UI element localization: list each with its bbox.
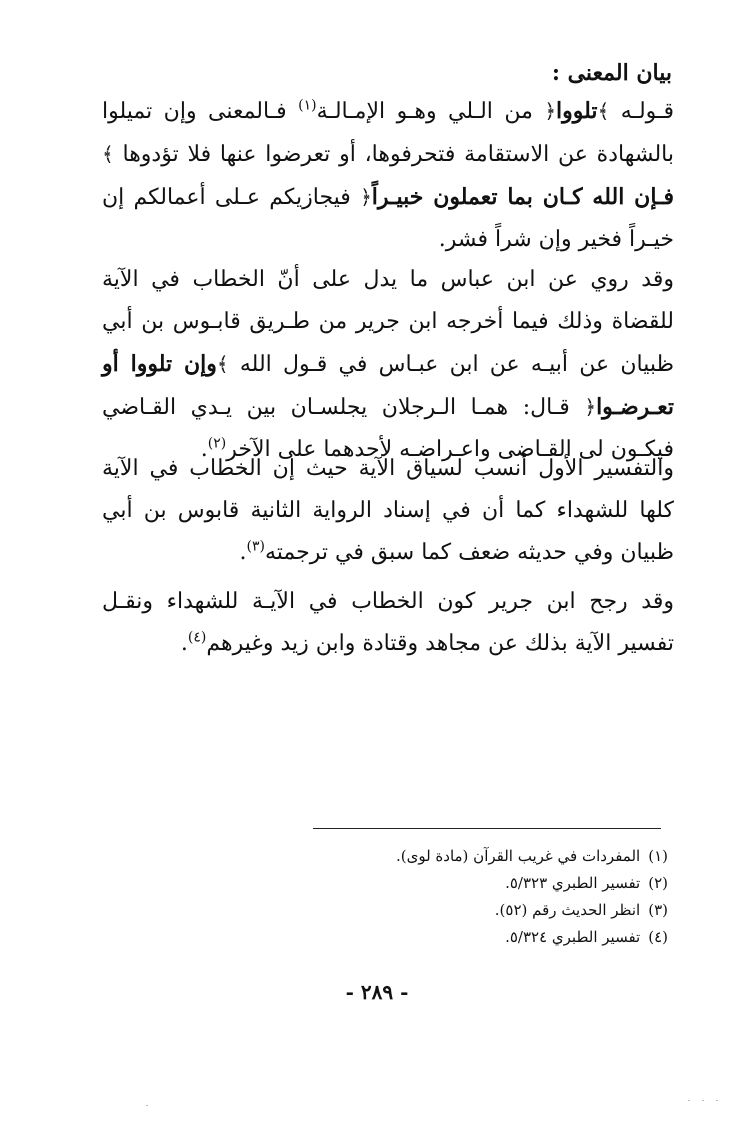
footnote-item: [248, 897, 668, 924]
footnote-divider: [313, 828, 661, 829]
text-run: فـالمعنى وإن تميلوا بالشهادة عن الاستقامة فتحرفوها، أو تعرضوا عنها فلا تؤدوها: [102, 99, 674, 167]
text-run: .: [180, 631, 188, 656]
footnote-ref: (٢): [207, 435, 227, 452]
footnote-item: [248, 924, 668, 951]
ornate-bracket-close: ﴿: [544, 99, 557, 123]
paragraph-first-tafsir: [102, 448, 674, 574]
paragraph-meaning: [102, 90, 674, 261]
footnote-number: (٤): [648, 928, 668, 946]
text-run: .: [239, 540, 247, 565]
ornate-bracket-close: ﴿: [360, 185, 372, 209]
footnote-ref: (٣): [246, 538, 265, 555]
text-run: قـال: همـا الـرجلان يجلسـان بين يـدي القـاضي فيكـون لى القـاضى واعـراضـه لأحدهما على الآخر: [102, 395, 674, 462]
scan-speck: [146, 1105, 148, 1106]
quran-quote: وإن تلووا أو تعـرضـوا: [102, 351, 674, 420]
quran-quote: فـإن الله كـان بما تعملون خبيـراً: [371, 184, 675, 210]
footnote-text: انظر الحديث رقم (٥٢).: [494, 901, 641, 919]
footnote-text: تفسير الطبري ٥/٣٢٣.: [505, 874, 641, 892]
paragraph-ibn-jarir: [102, 581, 674, 665]
section-heading: بيان المعنى :: [551, 60, 672, 86]
page-number: - ٢٨٩ -: [345, 980, 409, 1004]
ornate-bracket-open: ﴾: [216, 352, 229, 376]
paragraph-ibn-abbas: [102, 259, 674, 471]
text-run: من الـلي وهـو الإمـالـة: [316, 99, 533, 124]
text-run: وقد رجح ابن جرير كون الخطاب في الآيـة للشهداء ونقـل تفسير الآية بذلك عن مجاهد وقتادة وابن زيد وغيرهم: [102, 589, 674, 656]
text-run: قـولـه: [620, 99, 674, 124]
footnote-text: المفردات في غريب القرآن (مادة لوى).: [395, 847, 641, 865]
footnote-text: تفسير الطبري ٥/٣٢٤.: [505, 928, 641, 946]
text-run: والتفسير الأول أنسب لسياق الآية حيث إن الخطاب في الآية كلها للشهداء كما أن في إسناد الرواية الثانية قابوس بن أبي ظبيان وفي حديثه ضعف كما سبق في ترجمته: [102, 456, 674, 565]
text-run: .: [200, 437, 208, 462]
footnote-ref: (٤): [187, 629, 207, 646]
footnote-number: (٣): [648, 901, 668, 919]
ornate-bracket-open: ﴾: [597, 99, 610, 123]
footnotes: [248, 843, 668, 951]
footnote-number: (١): [648, 847, 668, 865]
footnote-item: [248, 843, 668, 870]
ornate-bracket-open: ﴾: [102, 142, 114, 166]
footnote-item: [248, 870, 668, 897]
scan-speck: [688, 1100, 690, 1101]
footnote-number: (٢): [648, 874, 668, 892]
ornate-bracket-close: ﴿: [584, 395, 597, 419]
text-run: فيجازيكم عـلى أعمالكم إن خيـراً فخير وإن شراً فشر.: [102, 185, 674, 252]
quran-quote: تلووا: [556, 98, 598, 124]
text-run: وقد روي عن ابن عباس ما يدل على أنّ الخطاب في الآية للقضاة وذلك فيما أخرجه ابن جرير من طـريق قابـوس بن أبي ظبيان عن أبيـه عن ابن عبـاس في قـول الله: [102, 267, 674, 377]
footnote-ref: (١): [298, 97, 317, 114]
scan-speck: [716, 1100, 718, 1101]
scan-speck: [702, 1100, 704, 1101]
